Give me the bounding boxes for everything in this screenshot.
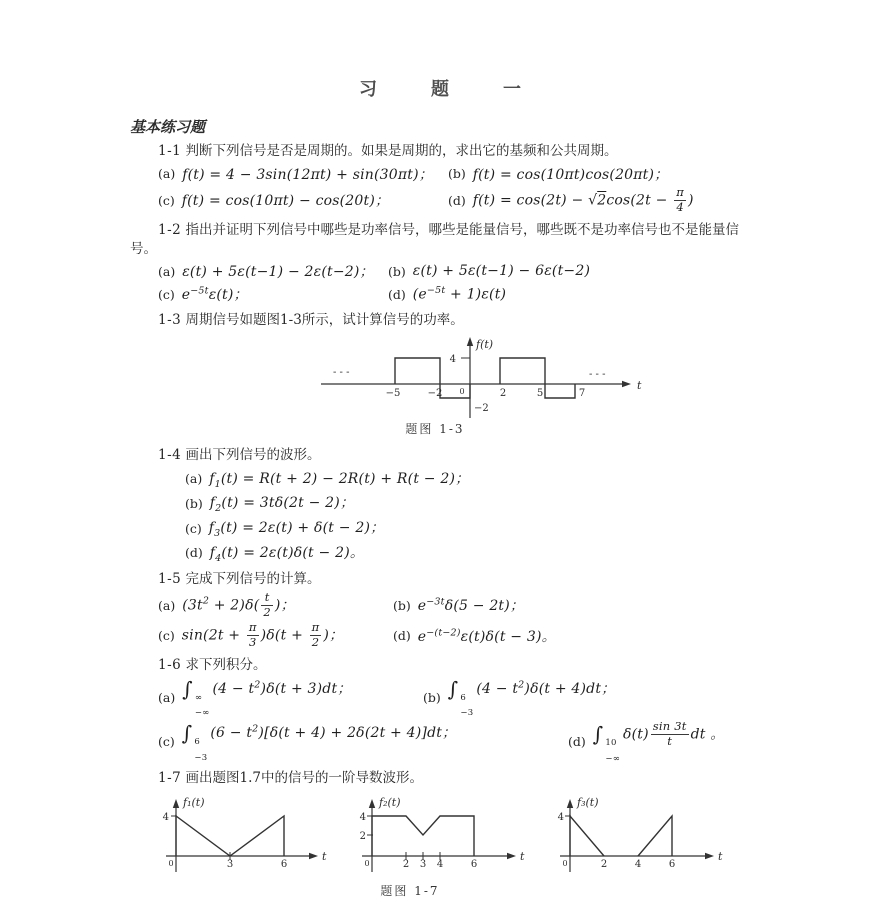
x-tick-5: 5	[536, 387, 544, 399]
formula-row	[130, 186, 750, 215]
continuation-dots-right: - - -	[589, 368, 606, 380]
problem-number: 1-6	[158, 656, 182, 673]
formula-item	[568, 720, 724, 763]
x-tick-neg2: −2	[427, 387, 443, 399]
item-label: (c)	[158, 628, 175, 644]
waveform	[570, 816, 672, 856]
problem-1-2	[130, 221, 750, 259]
item-label: (a)	[158, 597, 176, 613]
problem-number: 1-7	[158, 770, 182, 787]
formula: sin(2t + $\frac{\pi}{3}$ )δ(t + $\frac{\pi}{2}$ )；	[181, 620, 344, 650]
formula: $e^{-(t-2)}\varepsilon(t)\delta(t - 3)$。	[417, 627, 556, 645]
problem-number: 1-1	[158, 143, 182, 159]
x-axis-label: t	[637, 378, 642, 392]
x-axis	[321, 380, 631, 386]
formula-item	[388, 263, 590, 279]
y-tick-4: 4	[359, 812, 366, 824]
y-axis-label: f(t)	[476, 337, 494, 351]
formula: $f_1(t) = R(t + 2) - 2R(t) + R(t - 2)$；	[209, 470, 470, 490]
formula-item	[158, 164, 448, 184]
formula: $f_4(t) = 2\varepsilon(t)\delta(t - 2)$。	[209, 544, 365, 564]
problem-1-5	[130, 570, 750, 589]
x-tick-0: 0	[168, 859, 174, 869]
item-label: (b)	[448, 166, 466, 181]
waveform	[395, 358, 575, 398]
formula: ∫ 10 −∞ δ(t) $\frac{\sin 3t}{t}$ dt 。	[592, 718, 725, 764]
item-label: (a)	[185, 470, 203, 486]
formula-item	[158, 261, 388, 281]
formula: $(e^{-5t} + 1)\varepsilon(t)$	[412, 285, 507, 303]
continuation-dots-left: - - -	[333, 366, 350, 378]
problem-text: 画出题图1.7中的信号的一阶导数波形。	[185, 770, 424, 787]
formula: ε(t) + 5ε(t−1) − 2ε(t−2)；	[182, 264, 374, 281]
item-label: (a)	[158, 166, 176, 181]
formula-row	[130, 163, 750, 184]
formula-item	[185, 517, 384, 539]
formula: f(t) = cos(10πt)cos(20πt)；	[472, 166, 669, 183]
formula-item	[185, 542, 364, 564]
figure-1-7-graph-2	[358, 794, 530, 878]
waveform	[372, 816, 474, 860]
formula: f(t) = cos(10πt) − cos(20t)；	[181, 193, 390, 210]
x-axis	[166, 853, 318, 859]
formula-row	[130, 591, 750, 620]
formula-item	[448, 186, 694, 215]
x-tick-6: 6	[470, 859, 478, 871]
formula: f(t) = 4 − 3sin(12πt) + sin(30πt)；	[182, 166, 433, 183]
problem-1-1	[130, 142, 750, 161]
formula: $f_2(t) = 3t\delta(2t - 2)$；	[209, 495, 355, 515]
formula: ε(t) + 5ε(t−1) − 6ε(t−2)	[412, 263, 591, 280]
problem-text: 完成下列信号的计算。	[185, 570, 321, 587]
problem-text: 判断下列信号是否是周期的。如果是周期的，求出它的基频和公共周期。	[185, 143, 618, 159]
x-tick-3: 3	[226, 859, 234, 871]
item-label: (b)	[393, 597, 411, 613]
problem-1-7	[130, 769, 750, 788]
formula-item	[158, 591, 393, 620]
formula-row	[130, 468, 750, 490]
formula-item	[393, 626, 556, 646]
figure-1-7-graph-1	[160, 794, 332, 878]
y-axis	[461, 337, 473, 418]
item-label: (c)	[185, 520, 202, 536]
formula-item	[158, 284, 388, 304]
formula-row	[130, 621, 750, 650]
formula-row	[130, 261, 750, 282]
page-title: 习 题 一	[359, 79, 539, 100]
figure-1-3-plot	[305, 334, 655, 422]
formula-row	[130, 517, 750, 539]
section-heading: 基本练习题	[130, 118, 206, 136]
x-tick-3: 3	[419, 859, 427, 871]
formula: ∫ 6 −3 $(6 - t^2)[\delta(t + 4) + 2\delta(2t + 4)]dt$；	[181, 721, 457, 763]
item-label: (c)	[158, 286, 175, 302]
signal-label: f₂(t)	[379, 796, 401, 810]
problem-text: 画出下列信号的波形。	[185, 446, 321, 463]
formula-row	[130, 492, 750, 514]
item-label: (a)	[158, 263, 176, 279]
formula-row	[130, 720, 750, 763]
x-tick-2: 2	[499, 387, 507, 399]
y-tick-4: 4	[162, 812, 169, 824]
x-axis-label: t	[322, 850, 327, 864]
item-label: (b)	[388, 263, 406, 279]
x-tick-6: 6	[668, 859, 676, 871]
problem-1-6	[130, 656, 750, 675]
x-tick-7: 7	[578, 387, 586, 399]
item-label: (d)	[393, 628, 411, 644]
problem-number: 1-3	[158, 311, 182, 328]
formula-item	[448, 164, 668, 184]
x-tick-neg5: −5	[385, 387, 401, 399]
formula-item	[185, 468, 469, 490]
formula-row	[130, 542, 750, 564]
problem-1-4	[130, 446, 750, 465]
signal-label: f₁(t)	[183, 796, 205, 810]
figure-1-3	[305, 334, 750, 422]
x-tick-0: 0	[364, 859, 370, 869]
formula: ∫ 6 −3 $(4 - t^2)\delta(t + 4)dt$；	[447, 676, 616, 719]
formula-row	[130, 677, 750, 718]
x-tick-4: 4	[436, 859, 444, 871]
waveform	[176, 816, 284, 860]
problem-text: 指出并证明下列信号中哪些是功率信号，哪些是能量信号，哪些既不是功率信号也不是能量信号。	[130, 221, 740, 257]
y-tick-neg2: −2	[474, 402, 489, 414]
formula: $e^{-3t}\delta(5 - 2t)$；	[417, 596, 525, 615]
item-label: (d)	[388, 286, 406, 302]
item-label: (c)	[158, 192, 175, 208]
figure-1-3-caption: 题图 1-3	[405, 421, 465, 436]
formula: ∫ ∞ −∞ $(4 - t^2)\delta(t + 3)dt$；	[182, 676, 352, 719]
item-label: (a)	[158, 689, 176, 705]
x-tick-2: 2	[402, 859, 410, 871]
item-label: (c)	[158, 734, 175, 750]
formula-item	[158, 621, 393, 650]
formula-row	[130, 284, 750, 305]
problem-text: 求下列积分。	[185, 656, 267, 673]
item-label: (d)	[448, 192, 466, 208]
formula: $(3t^2 + 2)\delta$( $\frac{t}{2}$ )；	[182, 589, 295, 619]
x-tick-4: 4	[634, 859, 642, 871]
formula-item	[158, 721, 568, 762]
figure-1-7-caption: 题图 1-7	[380, 884, 440, 898]
formula: f(t) = cos(2t) − √2cos(2t − $\frac{\pi}{4}$ )	[472, 185, 694, 214]
problem-text: 周期信号如题图1-3所示，试计算信号的功率。	[185, 311, 464, 328]
item-label: (b)	[423, 689, 441, 705]
figure-1-7-graph-3	[556, 794, 728, 878]
y-tick-4: 4	[449, 353, 456, 365]
figure-1-7	[160, 794, 750, 878]
page-content	[130, 0, 750, 898]
problem-number: 1-5	[158, 570, 182, 587]
formula-item	[185, 492, 354, 514]
item-label: (b)	[185, 495, 203, 511]
signal-label: f₃(t)	[577, 796, 599, 810]
x-tick-6: 6	[280, 859, 288, 871]
item-label: (d)	[568, 734, 586, 750]
item-label: (d)	[185, 545, 203, 561]
formula-item	[423, 677, 615, 718]
y-tick-4: 4	[557, 812, 564, 824]
x-tick-0: 0	[562, 859, 568, 869]
formula: $e^{-5t}\varepsilon(t)$；	[181, 285, 248, 304]
problem-1-3	[130, 311, 750, 330]
formula-item	[158, 677, 423, 718]
formula-item	[388, 285, 506, 303]
formula-item	[158, 190, 448, 210]
formula: $f_3(t) = 2\varepsilon(t) + \delta(t - 2)$；	[208, 520, 385, 539]
problem-number: 1-2	[158, 221, 182, 238]
x-axis-label: t	[520, 850, 525, 864]
x-axis-label: t	[718, 850, 723, 864]
origin-label: 0	[459, 386, 465, 396]
x-tick-2: 2	[600, 859, 608, 871]
formula-item	[393, 595, 524, 615]
problem-number: 1-4	[158, 446, 182, 463]
y-tick-2: 2	[359, 831, 366, 843]
